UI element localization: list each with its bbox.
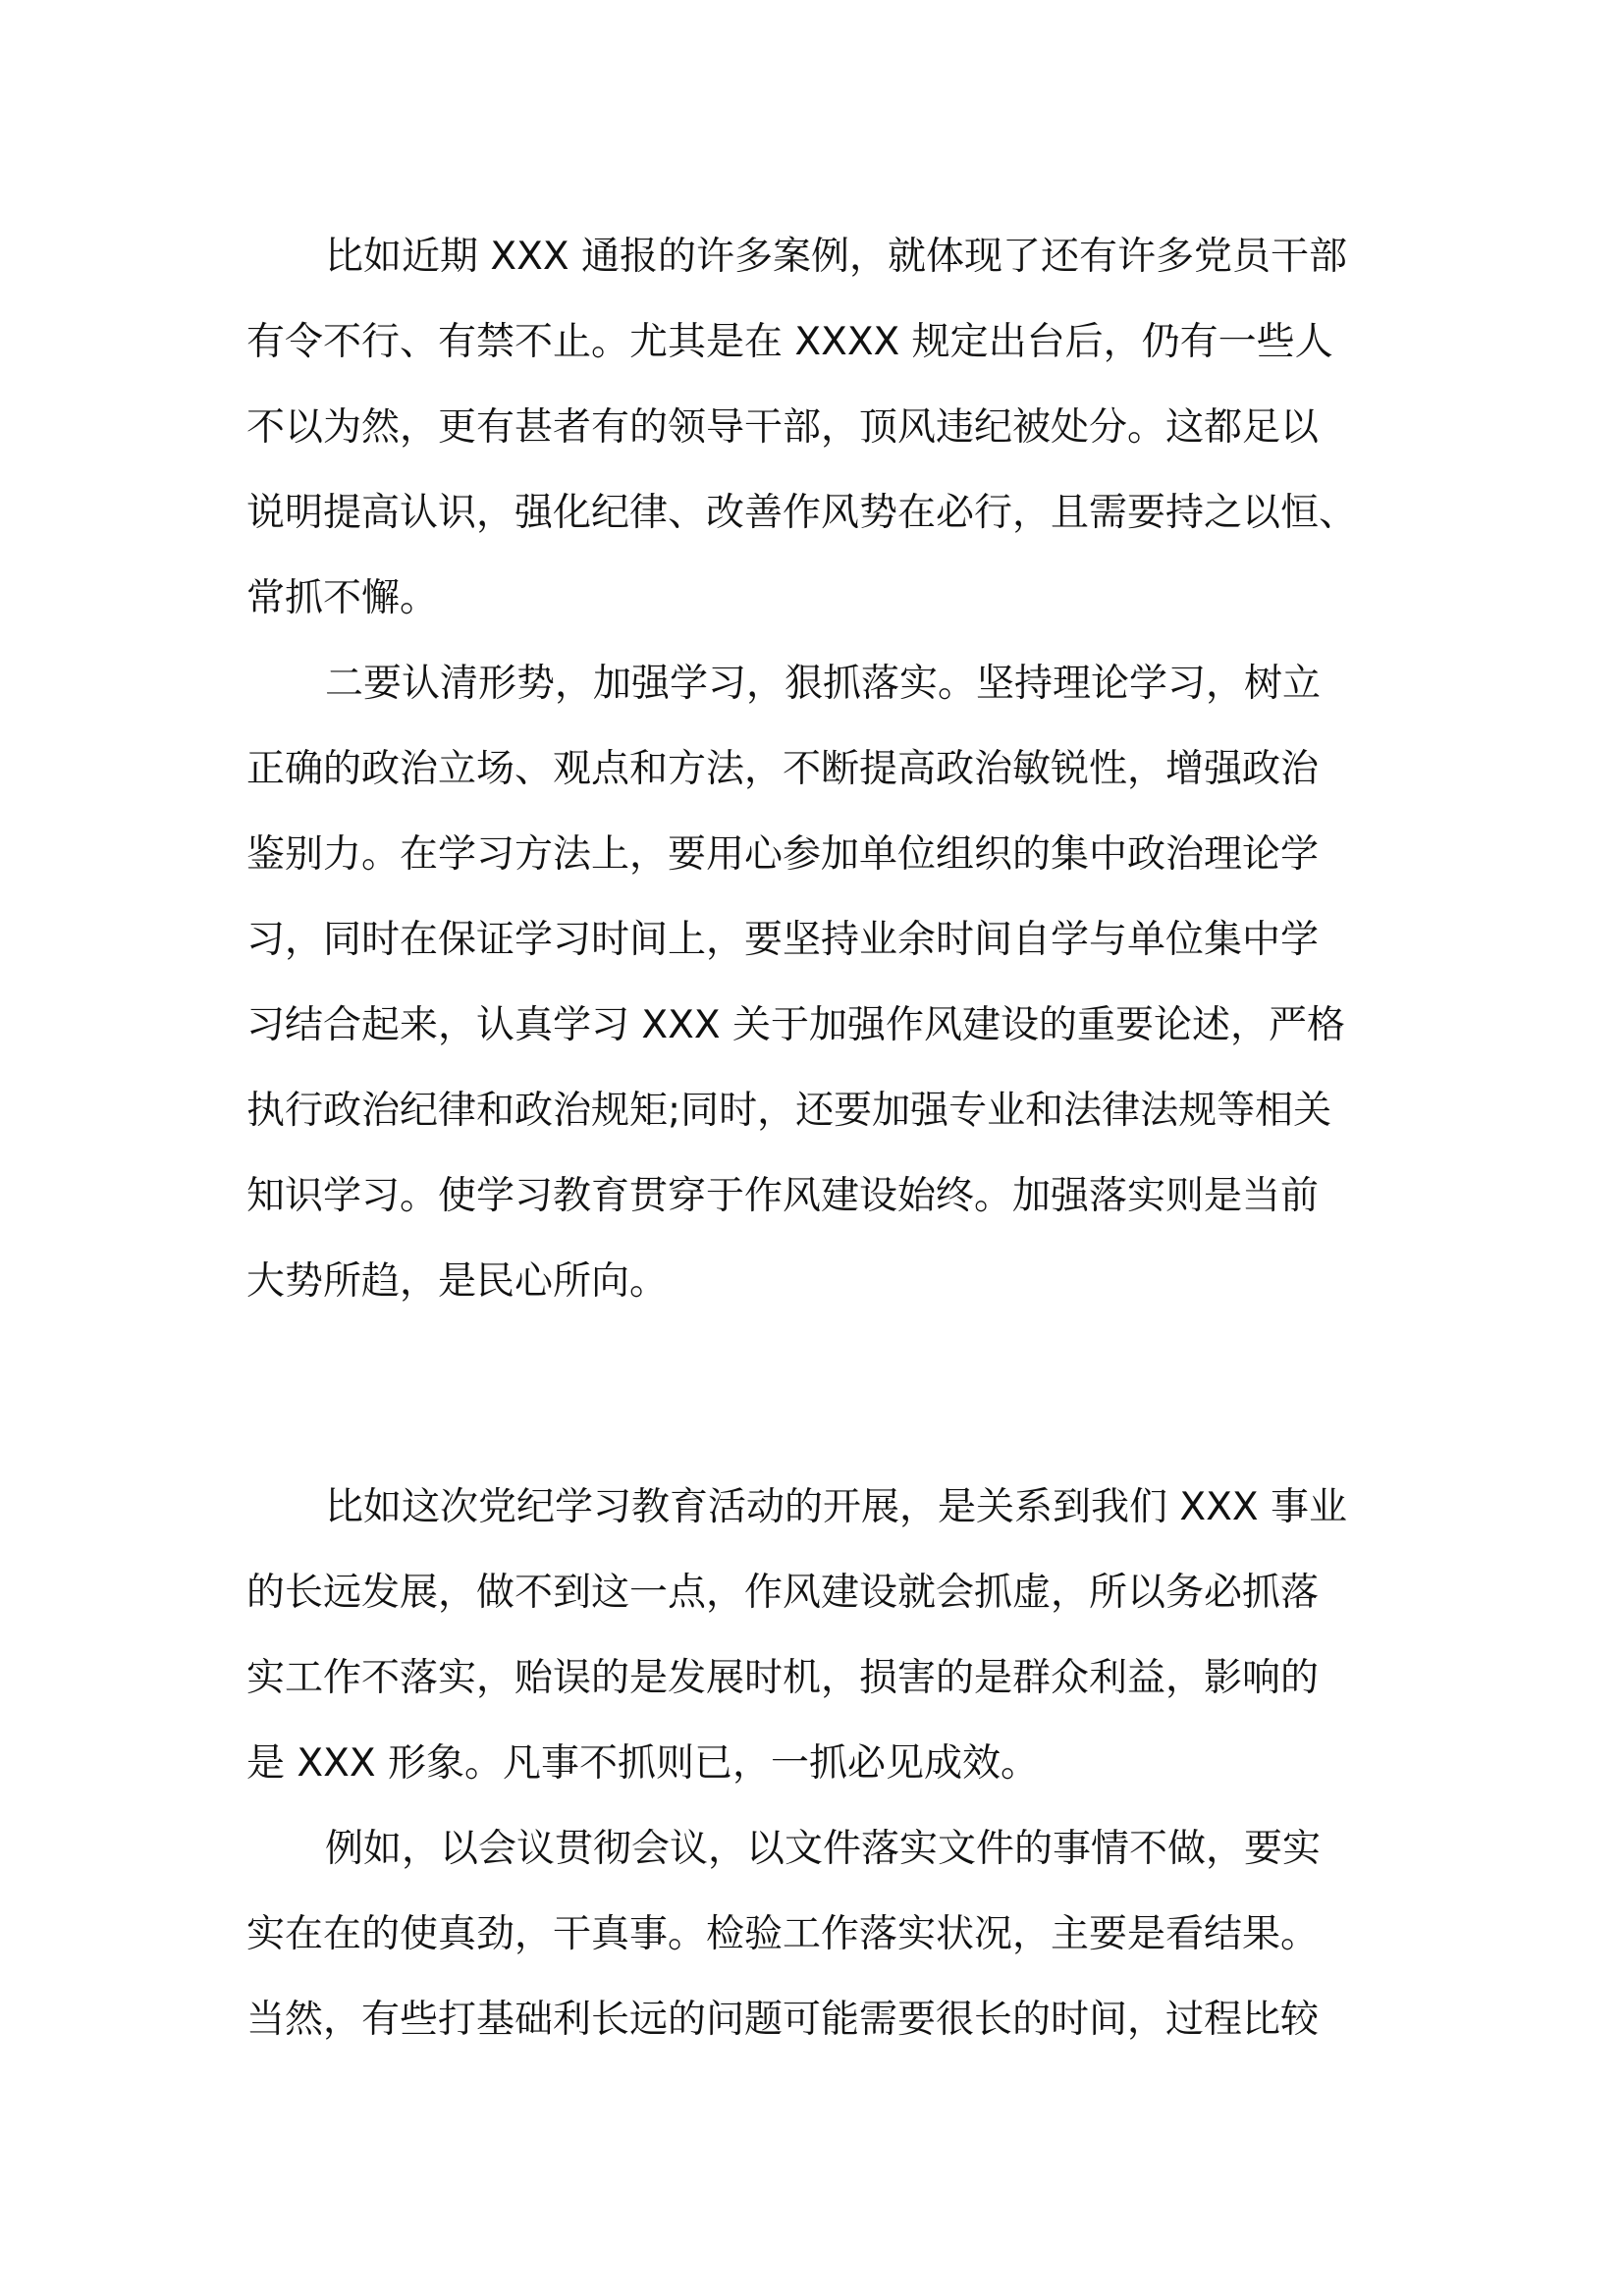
paragraph-4-line-3: 当然，有些打基础利长远的问题可能需要很长的时间，过程比较 [246,1998,1320,2042]
paragraph-2-line-2: 正确的政治立场、观点和方法，不断提高政治敏锐性，增强政治 [246,747,1320,791]
paragraph-1-line-1: 比如近期 XXX 通报的许多案例，就体现了还有许多党员干部 [325,235,1347,279]
paragraph-3-line-3: 实工作不落实，贻误的是发展时机，损害的是群众利益，影响的 [246,1656,1320,1700]
paragraph-3-line-1: 比如这次党纪学习教育活动的开展，是关系到我们 XXX 事业 [325,1485,1347,1529]
paragraph-1-line-2: 有令不行、有禁不止。尤其是在 XXXX 规定出台后，仍有一些人 [246,320,1333,364]
paragraph-3-line-4: 是 XXX 形象。凡事不抓则已，一抓必见成效。 [246,1741,1039,1786]
paragraph-2-line-3: 鉴别力。在学习方法上，要用心参加单位组织的集中政治理论学 [246,832,1320,877]
paragraph-3-line-2: 的长远发展，做不到这一点，作风建设就会抓虚，所以务必抓落 [246,1571,1320,1615]
paragraph-2-line-6: 执行政治纪律和政治规矩;同时，还要加强专业和法律法规等相关 [246,1089,1332,1133]
paragraph-1-line-3: 不以为然，更有甚者有的领导干部，顶风违纪被处分。这都足以 [246,405,1320,450]
paragraph-4-line-1: 例如，以会议贯彻会议，以文件落实文件的事情不做，要实 [325,1827,1322,1871]
paragraph-1-line-4: 说明提高认识，强化纪律、改善作风势在必行，且需要持之以恒、 [246,491,1358,535]
paragraph-2-line-7: 知识学习。使学习教育贯穿于作风建设始终。加强落实则是当前 [246,1174,1320,1218]
paragraph-2-line-5: 习结合起来，认真学习 XXX 关于加强作风建设的重要论述，严格 [246,1003,1345,1047]
paragraph-2-line-4: 习，同时在保证学习时间上，要坚持业余时间自学与单位集中学 [246,918,1320,962]
paragraph-1-line-5: 常抓不懈。 [246,576,439,620]
paragraph-2-line-8: 大势所趋，是民心所向。 [246,1259,669,1304]
paragraph-2-line-1: 二要认清形势，加强学习，狠抓落实。坚持理论学习，树立 [325,662,1322,706]
paragraph-4-line-2: 实在在的使真劲，干真事。检验工作落实状况，主要是看结果。 [246,1912,1320,1956]
